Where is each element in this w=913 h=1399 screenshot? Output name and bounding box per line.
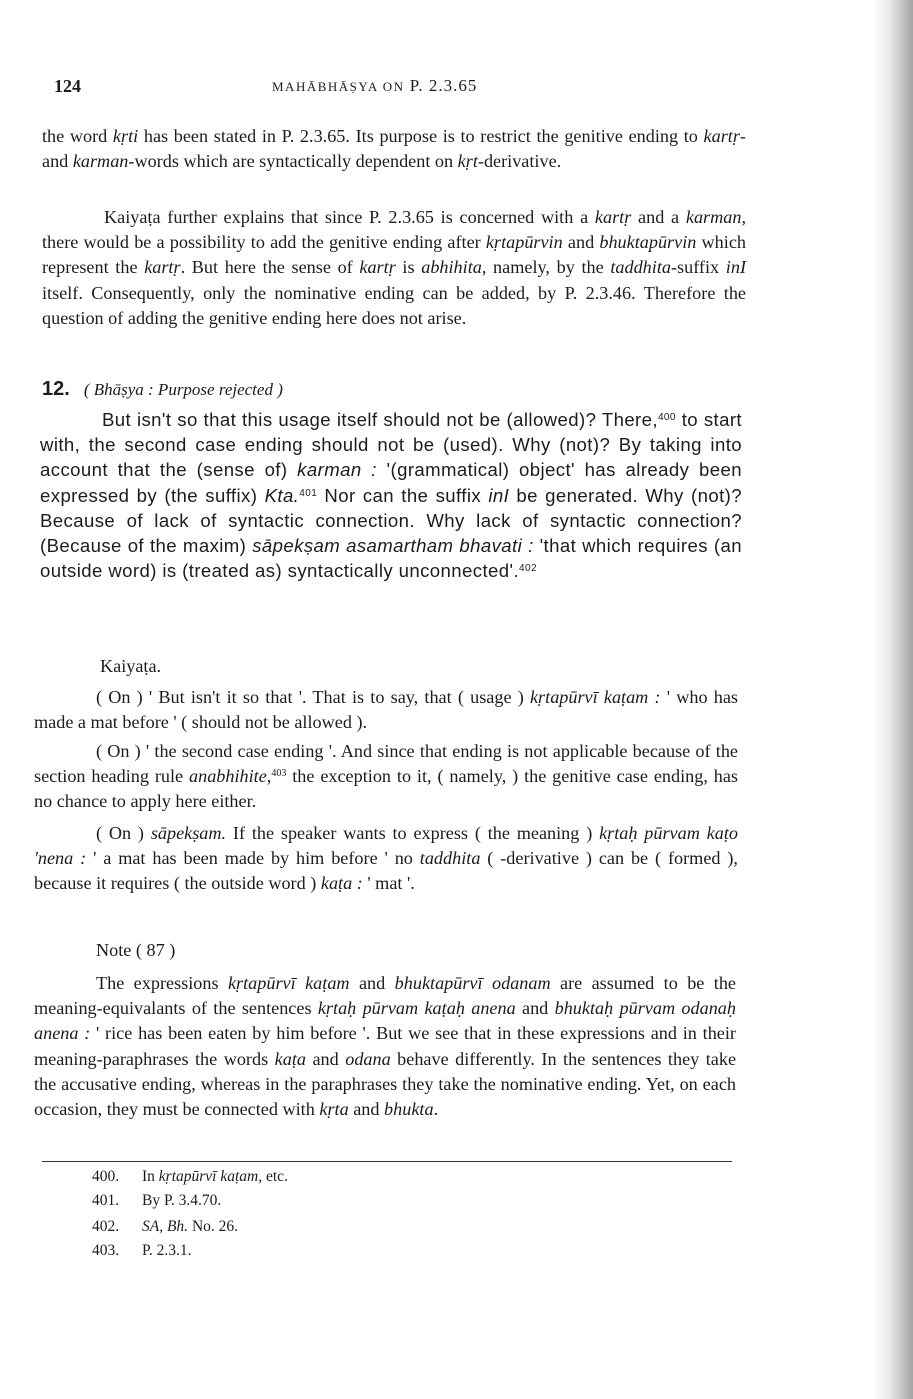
- section-number: 12.: [42, 378, 70, 400]
- note-paragraph: The expressions kṛtapūrvī kaṭam and bhuktapūrvī odanam are assumed to be the meaning-equivalants of the sentences kṛtaḥ pūrvam kaṭaḥ anena and bhuktaḥ pūrvam odanaḥ anena : ' rice has been eaten by him before '. But we see that in these expressions and in their meaning-paraphrases the words kaṭa and odana behave differently. In the sentences they take the accusative ending, whereas in the paraphrases they take the nominative ending. Yet, on each occasion, they must be connected with kṛta and bhukta.: [34, 973, 737, 1120]
- footnote-rule: [42, 1161, 732, 1162]
- running-title: MAHĀBHĀṢYA ON P. 2.3.65: [272, 76, 478, 95]
- page-header: [54, 76, 744, 100]
- footnote-400: 400. In kṛtapūrvī kaṭam, etc.: [92, 1168, 288, 1185]
- kaiyata-comment-3: ( On ) sāpekṣam. If the speaker wants to express ( the meaning ) kṛtaḥ pūrvam kaṭo 'nena : ' a mat has been made by him before ' no taddhita ( -derivative ) can be ( formed ), because it requires ( the outside word ) kaṭa : ' mat '.: [34, 823, 738, 894]
- bhashya-text: But isn't so that this usage itself should not be (allowed)? There,$^{400}$ to start with, the second case ending should not be (used). Why (not)? By taking into account that the (sense of) karman : '(grammatical) object' has already been expressed by (the suffix) Kta.$^{401}$ Nor can the suffix inI be generated. Why (not)? Because of lack of syntactic connection. Why lack of syntactic connection? (Because of the maxim) sāpekṣam asamartham bhavati : 'that which requires (an outside word) is (treated as) syntactically unconnected'.$^{402}$: [40, 409, 742, 582]
- paragraph-kaiyata-explains: Kaiyaṭa further explains that since P. 2.3.65 is concerned with a kartṛ and a karman, there would be a possibility to add the genitive ending after kṛtapūrvin and bhuktapūrvin which represent the kartṛ. But here the sense of kartṛ is abhihita, namely, by the taddhita-suffix inI itself. Consequently, only the nominative ending can be added, by P. 2.3.46. Therefore the question of adding the genitive ending here does not arise.: [42, 207, 747, 328]
- kaiyata-comment-1: ( On ) ' But isn't it so that '. That is to say, that ( usage ) kṛtapūrvī kaṭam : ' who has made a mat before ' ( should not be allowed ).: [34, 687, 738, 733]
- section-title: ( Bhāṣya : Purpose rejected ): [83, 380, 283, 399]
- note-label: Note ( 87 ): [96, 940, 176, 960]
- kaiyata-label: Kaiyaṭa.: [100, 656, 162, 676]
- section-heading: [42, 378, 283, 401]
- page-edge-shadow: [873, 0, 913, 1399]
- footnote-401: 401. By P. 3.4.70.: [92, 1192, 222, 1209]
- kaiyata-comment-2: ( On ) ' the second case ending '. And since that ending is not applicable because of the section heading rule anabhihite,$^{403}$ the exception to it, ( namely, ) the genitive case ending, has no chance to apply here either.: [34, 741, 738, 812]
- page-number: 124: [54, 76, 81, 96]
- paragraph-continued: the word kṛti has been stated in P. 2.3.65. Its purpose is to restrict the genitive ending to kartṛ- and karman-words which are syntactically dependent on kṛt-derivative.: [42, 126, 746, 172]
- footnote-402: 402. SA, Bh. No. 26.: [92, 1218, 239, 1235]
- footnote-403: 403. P. 2.3.1.: [92, 1242, 192, 1259]
